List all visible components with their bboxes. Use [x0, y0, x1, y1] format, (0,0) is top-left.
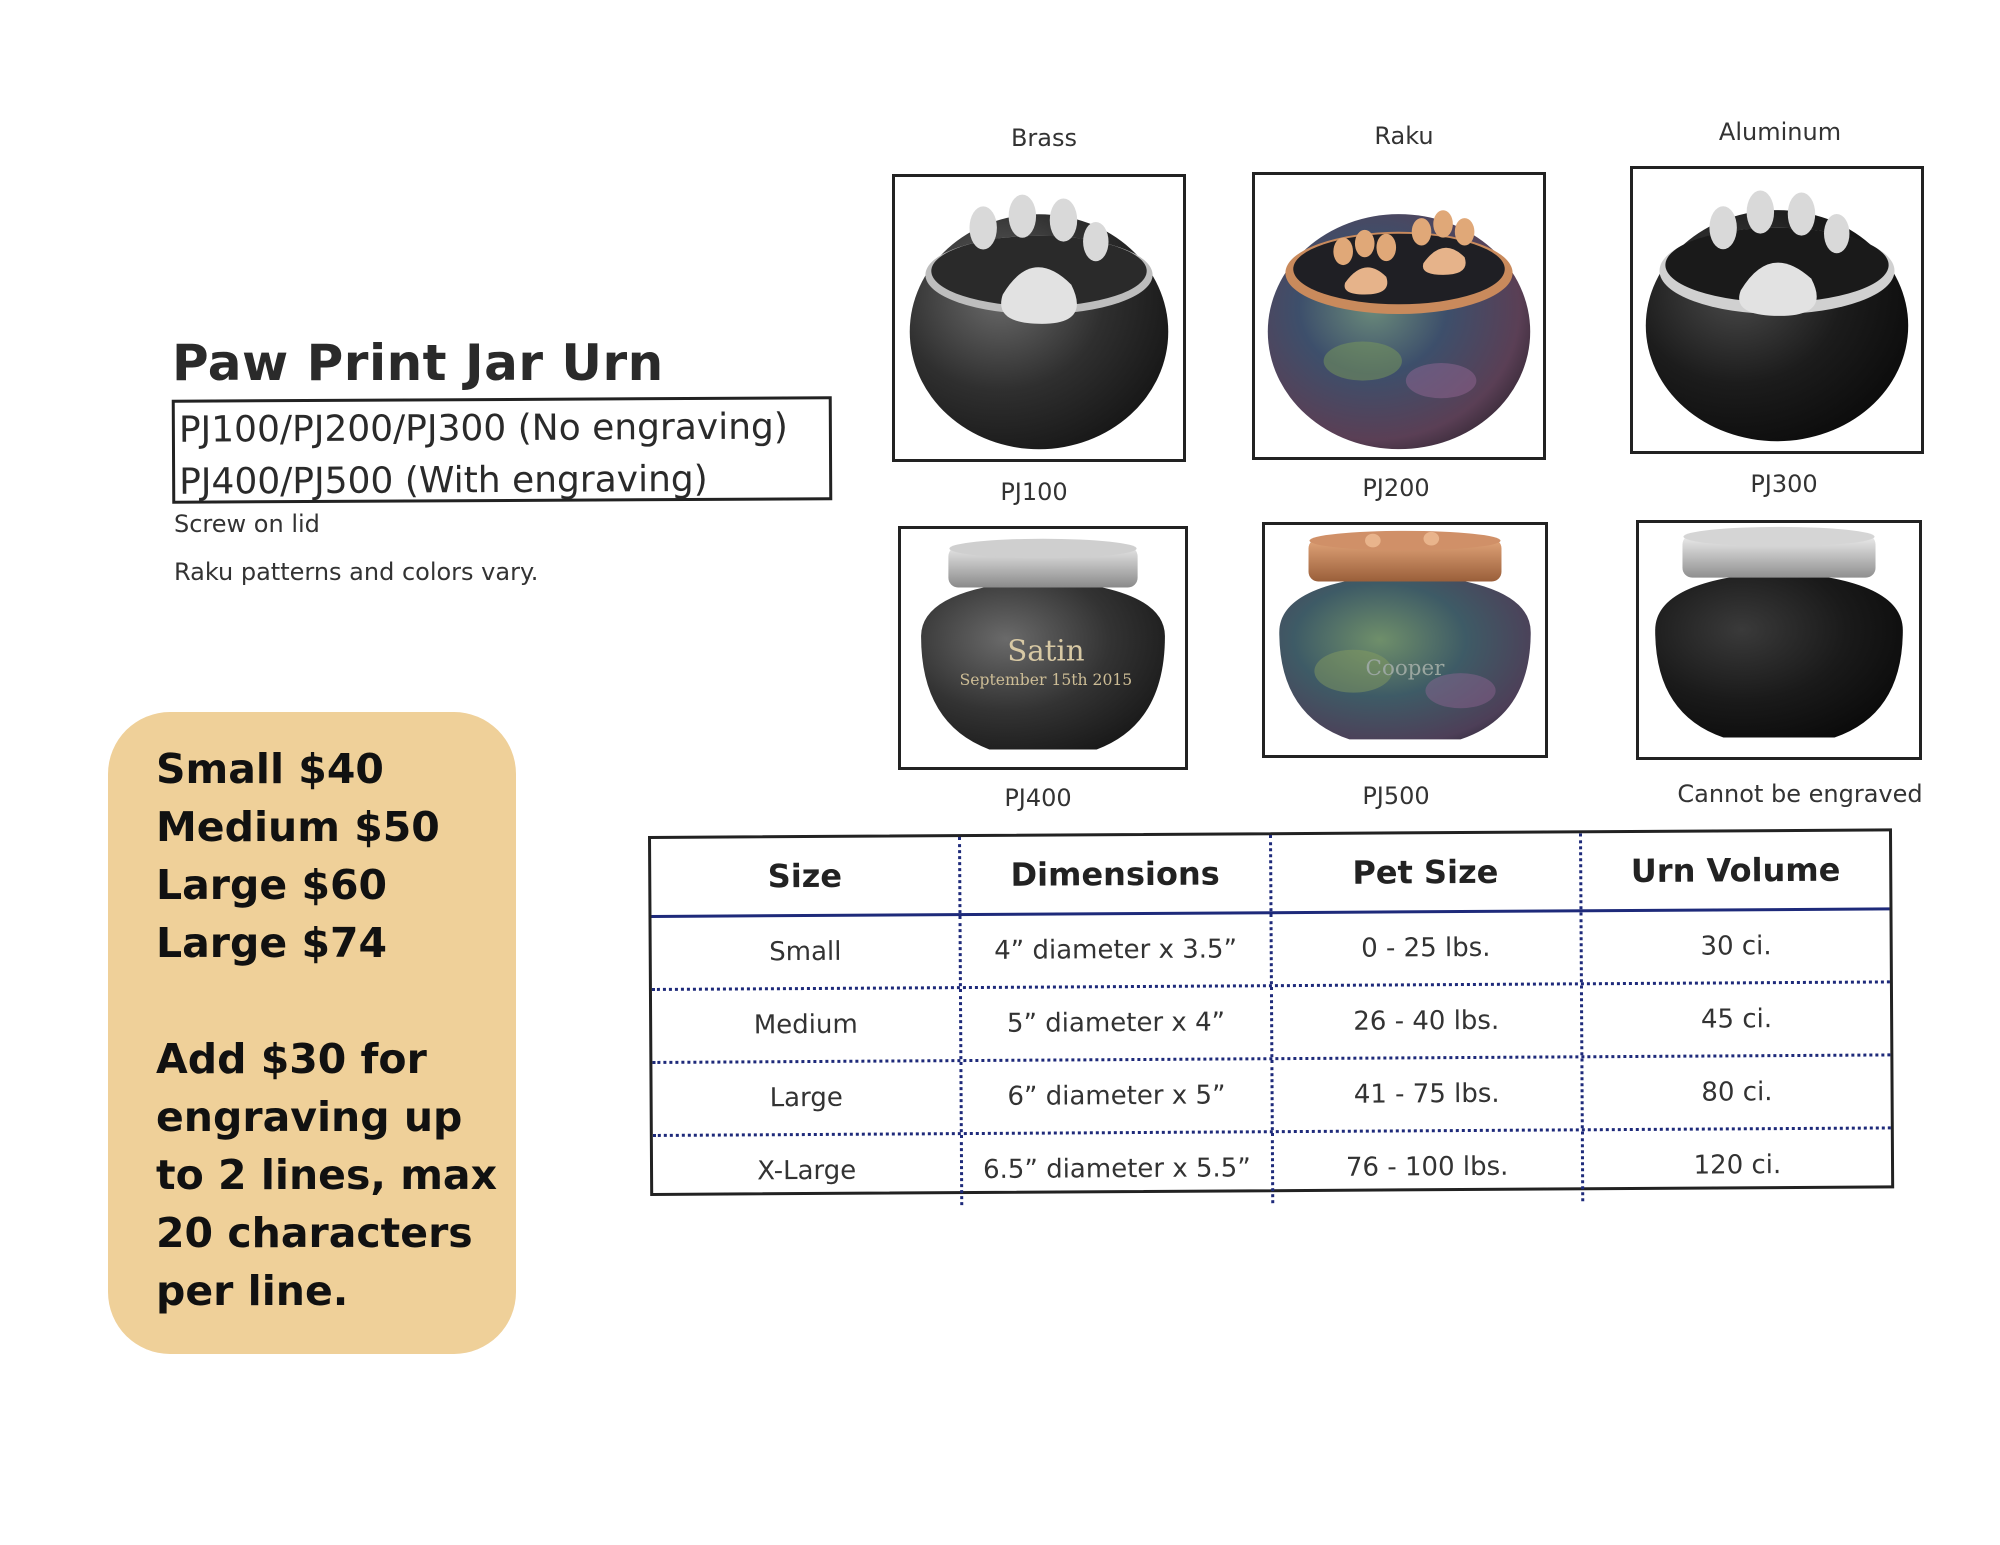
- table-cell: 6” diameter x 5”: [963, 1060, 1274, 1132]
- price-large: Large $60: [156, 861, 388, 909]
- engraving-note-line: engraving up: [156, 1093, 463, 1141]
- table-row: [652, 983, 1890, 1064]
- urn-pj500-graphic: [1265, 525, 1545, 755]
- table-cell: 26 - 40 lbs.: [1272, 985, 1583, 1057]
- table-cell: 41 - 75 lbs.: [1273, 1058, 1584, 1130]
- code-label-pj300: PJ300: [1750, 470, 1818, 498]
- table-row: [652, 910, 1890, 991]
- table-cell: 5” diameter x 4”: [962, 987, 1273, 1059]
- urn-pj300-graphic: [1633, 169, 1921, 451]
- table-cell: X-Large: [653, 1135, 964, 1207]
- urn-image-pj100: [892, 174, 1186, 462]
- table-cell: 30 ci.: [1700, 931, 1772, 962]
- engraving-note-line: to 2 lines, max: [156, 1151, 498, 1199]
- urn-image-pj400: [898, 526, 1188, 770]
- urn-pj100-graphic: [895, 177, 1183, 459]
- table-cell: Small: [652, 916, 963, 988]
- material-label-aluminum: Aluminum: [1718, 118, 1842, 146]
- engraving-note-line: 20 characters: [156, 1209, 473, 1257]
- code-label-pj100: PJ100: [1000, 478, 1068, 506]
- engraving-name-pj400: Satin: [1007, 633, 1085, 668]
- price-spacer: [156, 972, 492, 1030]
- urn-image-pj300: [1630, 166, 1924, 454]
- urn-image-pj200: [1252, 172, 1546, 460]
- urn-pj200-graphic: [1255, 175, 1543, 457]
- table-cell: 120 ci.: [1693, 1150, 1782, 1181]
- table-cell: 0 - 25 lbs.: [1272, 912, 1583, 984]
- engraving-name-pj500: Cooper: [1365, 656, 1445, 682]
- urn-image-unengraved: [1636, 520, 1922, 760]
- product-codes-box: [172, 396, 833, 503]
- table-header-cell: Dimensions: [961, 835, 1272, 913]
- table-header-cell: Urn Volume: [1630, 850, 1841, 890]
- price-panel: [108, 712, 516, 1354]
- table-cell: Medium: [652, 989, 963, 1061]
- table-header-row: [651, 831, 1889, 918]
- table-cell: 76 - 100 lbs.: [1273, 1131, 1584, 1203]
- table-cell: 80 ci.: [1701, 1077, 1773, 1108]
- engraving-note-line: per line.: [156, 1267, 349, 1315]
- price-medium: Medium $50: [156, 803, 440, 851]
- table-header-cell: Size: [651, 837, 962, 915]
- note-lid: Screw on lid: [174, 510, 320, 538]
- urn-pj400-graphic: [901, 529, 1185, 767]
- product-title: Paw Print Jar Urn: [172, 334, 664, 392]
- price-small: Small $40: [156, 745, 384, 793]
- table-row: [652, 1056, 1890, 1137]
- material-label-brass: Brass: [1010, 124, 1078, 152]
- table-cell: 45 ci.: [1700, 1004, 1773, 1035]
- table-cell: Large: [652, 1062, 963, 1134]
- size-spec-table: [648, 828, 1894, 1196]
- table-cell: 6.5” diameter x 5.5”: [963, 1133, 1274, 1205]
- table-header-cell: Pet Size: [1272, 833, 1583, 911]
- table-row: [653, 1129, 1891, 1207]
- code-label-pj200: PJ200: [1362, 474, 1430, 502]
- engraving-date-pj400: September 15th 2015: [959, 671, 1133, 690]
- urn-image-pj500: [1262, 522, 1548, 758]
- urn-unengraved-graphic: [1639, 523, 1919, 757]
- material-label-raku: Raku: [1374, 122, 1434, 150]
- note-raku: Raku patterns and colors vary.: [174, 558, 539, 586]
- engraving-note-line: Add $30 for: [156, 1035, 427, 1083]
- codes-with-engraving: PJ400/PJ500 (With engraving): [179, 458, 708, 503]
- price-large-2: Large $74: [156, 919, 388, 967]
- code-label-pj500: PJ500: [1362, 782, 1430, 810]
- code-label-not-engravable: Cannot be engraved: [1677, 780, 1923, 808]
- table-cell: 4” diameter x 3.5”: [962, 914, 1273, 986]
- code-label-pj400: PJ400: [1004, 784, 1072, 812]
- codes-no-engraving: PJ100/PJ200/PJ300 (No engraving): [178, 406, 788, 451]
